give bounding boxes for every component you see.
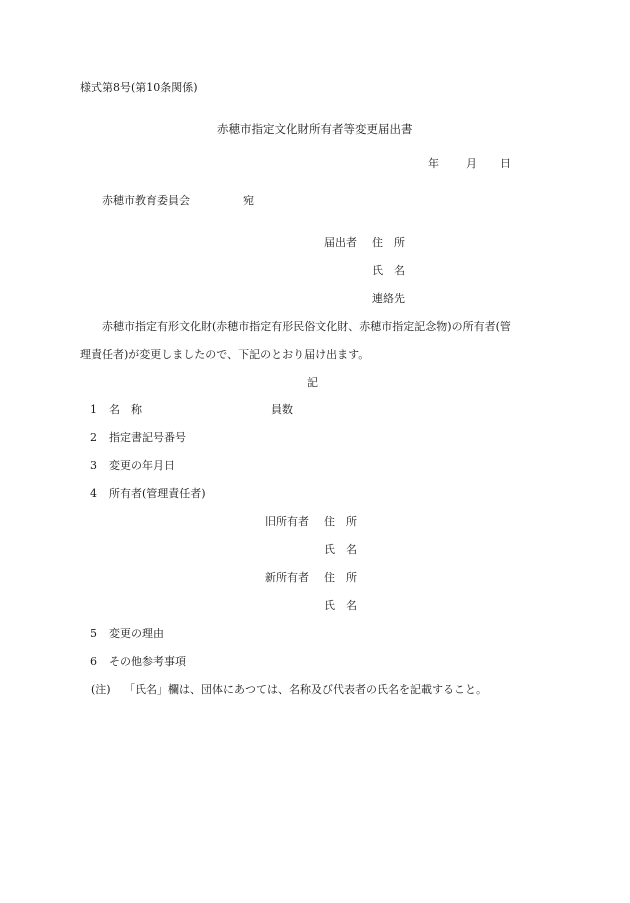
item-6-label: その他参考事項: [109, 655, 186, 668]
item-5-label: 変更の理由: [109, 627, 164, 640]
item-4-number: 4: [90, 487, 97, 500]
notifier-address-label: 住 所: [372, 236, 405, 249]
document-title: 赤穂市指定文化財所有者等変更届出書: [217, 122, 413, 136]
date-day-label: 日: [500, 157, 511, 170]
item-2-label: 指定書記号番号: [109, 431, 186, 444]
notifier-name-label: 氏 名: [372, 264, 405, 277]
date-year-label: 年: [428, 157, 439, 170]
new-owner-address-label: 住 所: [324, 571, 357, 584]
ki-heading: 記: [307, 376, 318, 389]
old-owner-label: 旧所有者: [265, 515, 309, 528]
old-owner-address-label: 住 所: [324, 515, 357, 528]
item-1-number: 1: [90, 403, 97, 416]
item-3-number: 3: [90, 459, 97, 472]
item-1-label: 名 称: [109, 403, 142, 416]
item-2-number: 2: [90, 431, 97, 444]
item-3-label: 変更の年月日: [109, 459, 175, 472]
new-owner-name-label: 氏 名: [324, 599, 357, 612]
date-month-label: 月: [466, 157, 477, 170]
new-owner-label: 新所有者: [265, 571, 309, 584]
note-text: 「氏名」欄は、団体にあつては、名称及び代表者の氏名を記載すること。: [124, 683, 487, 696]
body-text-line-1: 赤穂市指定有形文化財(赤穂市指定有形民俗文化財、赤穂市指定記念物)の所有者(管: [102, 320, 511, 333]
notifier-contact-label: 連絡先: [372, 292, 405, 305]
item-1-count-label: 員数: [271, 403, 293, 416]
addressee: 赤穂市教育委員会: [102, 194, 190, 207]
notifier-label: 届出者: [324, 236, 357, 249]
body-text-line-2: 理責任者)が変更しましたので、下記のとおり届け出ます。: [80, 348, 370, 361]
old-owner-name-label: 氏 名: [324, 543, 357, 556]
item-5-number: 5: [90, 627, 97, 640]
item-6-number: 6: [90, 655, 97, 668]
addressee-suffix: 宛: [243, 194, 254, 207]
note-marker: (注): [91, 683, 111, 696]
item-4-label: 所有者(管理責任者): [109, 487, 206, 500]
form-number: 様式第8号(第10条関係): [80, 81, 198, 94]
